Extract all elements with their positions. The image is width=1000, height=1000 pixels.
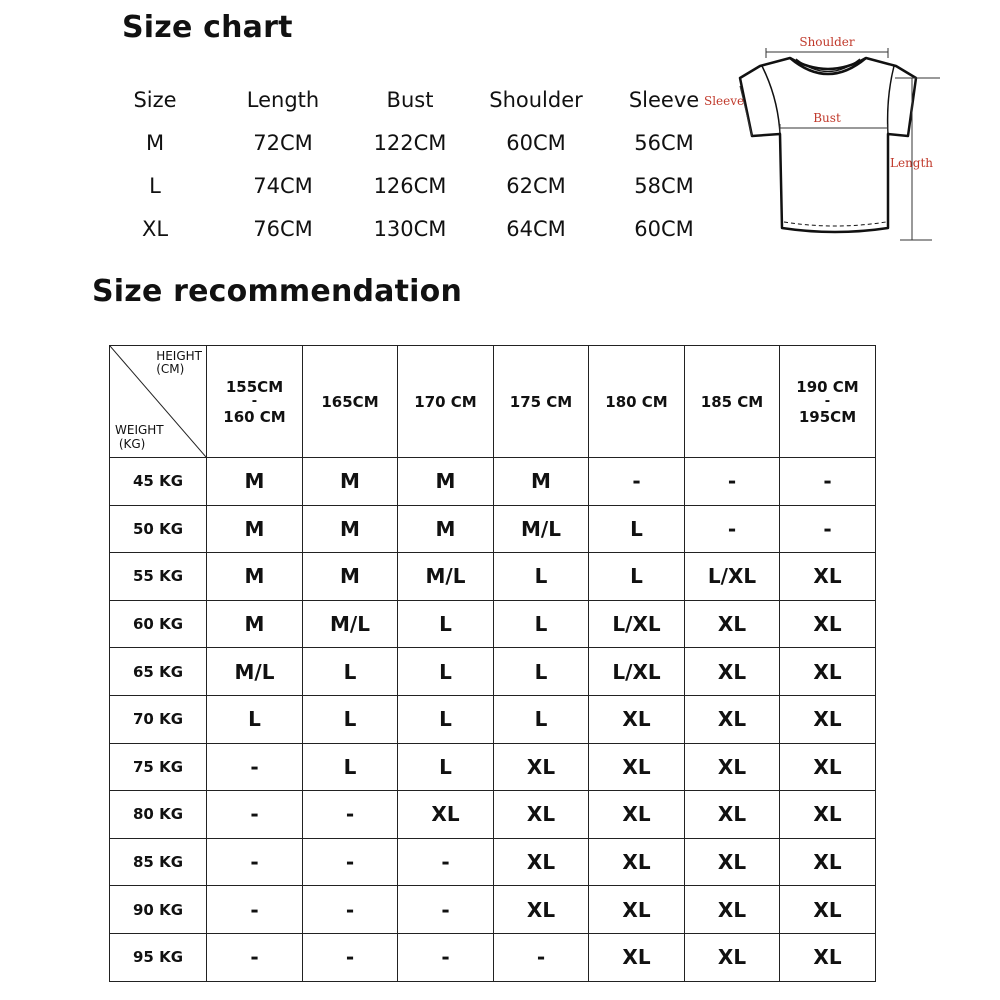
size-recommendation-cell: M/L (494, 505, 589, 553)
size-recommendation-cell: - (303, 791, 398, 839)
size-recommendation-cell: L/XL (589, 648, 685, 696)
size-chart-header: Shoulder (489, 88, 583, 112)
height-column-header (303, 346, 398, 458)
size-recommendation-cell: - (207, 933, 303, 981)
size-recommendation-cell: - (207, 791, 303, 839)
table-corner-cell (110, 346, 207, 458)
weight-axis-unit: (KG) (118, 437, 146, 451)
size-recommendation-cell: L (303, 743, 398, 791)
size-chart-cell: 60CM (634, 217, 694, 241)
size-recommendation-cell: XL (685, 743, 780, 791)
height-range-dash: - (824, 393, 831, 409)
size-chart-cell: 74CM (253, 174, 313, 198)
size-chart-cell: L (149, 174, 161, 198)
weight-label: 45 KG (110, 458, 207, 506)
size-recommendation-cell: XL (780, 791, 876, 839)
size-chart-title: Size chart (122, 10, 293, 45)
table-row (110, 933, 876, 981)
size-chart-cell: 122CM (373, 131, 447, 155)
height-column-header (494, 346, 589, 458)
height-label: 160 CM (223, 407, 286, 426)
size-recommendation-cell: M (207, 600, 303, 648)
size-chart-cell: 72CM (253, 131, 313, 155)
size-recommendation-cell: XL (685, 791, 780, 839)
size-recommendation-cell: L (398, 648, 494, 696)
size-chart-cell: M (145, 131, 165, 155)
size-recommendation-cell: - (780, 505, 876, 553)
size-recommendation-cell: - (589, 458, 685, 506)
weight-label: 90 KG (110, 886, 207, 934)
size-recommendation-cell: L (589, 505, 685, 553)
size-recommendation-cell: - (303, 838, 398, 886)
size-recommendation-cell: M (207, 553, 303, 601)
height-column-header (685, 346, 780, 458)
weight-label: 85 KG (110, 838, 207, 886)
size-recommendation-cell: L (207, 695, 303, 743)
size-recommendation-cell: L (303, 695, 398, 743)
table-row (110, 505, 876, 553)
weight-label: 60 KG (110, 600, 207, 648)
length-label: Length (890, 156, 934, 170)
size-recommendation-cell: XL (780, 838, 876, 886)
size-recommendation-cell: - (685, 458, 780, 506)
size-recommendation-cell: - (303, 886, 398, 934)
size-recommendation-cell: XL (780, 886, 876, 934)
size-recommendation-cell: L (398, 743, 494, 791)
size-recommendation-cell: M/L (398, 553, 494, 601)
size-recommendation-cell: XL (494, 886, 589, 934)
height-column-header (589, 346, 685, 458)
size-recommendation-cell: - (780, 458, 876, 506)
size-recommendation-cell: XL (589, 743, 685, 791)
tshirt-diagram-icon (700, 28, 950, 248)
size-chart-header: Size (133, 88, 177, 112)
sleeve-label: Sleeve (704, 94, 745, 108)
size-recommendation-cell: XL (589, 791, 685, 839)
size-recommendation-title: Size recommendation (92, 274, 463, 309)
height-column-header (780, 346, 876, 458)
size-recommendation-cell: XL (398, 791, 494, 839)
table-row (110, 838, 876, 886)
height-column-header (207, 346, 303, 458)
height-label: 180 CM (605, 392, 668, 411)
height-label: 195CM (798, 407, 857, 426)
size-recommendation-cell: - (494, 933, 589, 981)
size-recommendation-cell: M (207, 505, 303, 553)
size-recommendation-cell: - (207, 886, 303, 934)
size-recommendation-cell: XL (494, 838, 589, 886)
height-label: 155CM (225, 377, 284, 396)
size-recommendation-cell: - (207, 743, 303, 791)
size-recommendation-cell: XL (780, 648, 876, 696)
table-row (110, 553, 876, 601)
size-recommendation-cell: - (685, 505, 780, 553)
size-recommendation-cell: - (398, 838, 494, 886)
size-recommendation-cell: L (398, 695, 494, 743)
size-recommendation-cell: L (494, 553, 589, 601)
size-recommendation-cell: L (398, 600, 494, 648)
size-chart-header: Length (246, 88, 320, 112)
size-recommendation-cell: L/XL (685, 553, 780, 601)
size-recommendation-cell: XL (685, 886, 780, 934)
size-recommendation-cell: - (207, 838, 303, 886)
height-label: 165CM (321, 392, 379, 411)
size-recommendation-cell: XL (494, 791, 589, 839)
table-row (110, 791, 876, 839)
bust-label: Bust (813, 111, 841, 125)
size-recommendation-cell: L (494, 648, 589, 696)
size-recommendation-cell: XL (780, 743, 876, 791)
height-axis-unit: (CM) (156, 362, 185, 376)
size-recommendation-cell: L (494, 695, 589, 743)
weight-label: 70 KG (110, 695, 207, 743)
weight-label: 50 KG (110, 505, 207, 553)
size-chart-cell: 76CM (253, 217, 313, 241)
table-row (110, 886, 876, 934)
table-row (110, 743, 876, 791)
size-recommendation-cell: M (398, 458, 494, 506)
weight-label: 80 KG (110, 791, 207, 839)
size-recommendation-cell: XL (494, 743, 589, 791)
table-row (110, 695, 876, 743)
size-recommendation-cell: XL (780, 933, 876, 981)
size-recommendation-cell: XL (589, 838, 685, 886)
size-recommendation-cell: M (303, 458, 398, 506)
size-recommendation-cell: XL (685, 838, 780, 886)
size-recommendation-cell: XL (589, 933, 685, 981)
size-recommendation-cell: XL (685, 648, 780, 696)
table-row (110, 648, 876, 696)
size-recommendation-cell: XL (589, 695, 685, 743)
size-chart-cell: 126CM (373, 174, 447, 198)
size-recommendation-cell: M/L (207, 648, 303, 696)
size-recommendation-cell: M (398, 505, 494, 553)
size-chart-cell: 62CM (506, 174, 566, 198)
height-range-dash: - (251, 393, 258, 409)
size-chart-header: Sleeve (628, 88, 700, 112)
weight-label: 55 KG (110, 553, 207, 601)
size-recommendation-table (109, 345, 876, 982)
height-column-header (398, 346, 494, 458)
height-axis-label: HEIGHT (156, 349, 202, 363)
table-header-row (110, 346, 876, 458)
size-recommendation-cell: XL (780, 553, 876, 601)
size-recommendation-cell: M (494, 458, 589, 506)
table-row (110, 600, 876, 648)
weight-label: 75 KG (110, 743, 207, 791)
size-recommendation-cell: L (494, 600, 589, 648)
size-chart-cell: 56CM (634, 131, 694, 155)
table-row (110, 458, 876, 506)
size-recommendation-cell: L/XL (589, 600, 685, 648)
size-chart-cell: 64CM (506, 217, 566, 241)
weight-label: 65 KG (110, 648, 207, 696)
size-chart-cell: 130CM (373, 217, 447, 241)
size-recommendation-cell: - (398, 886, 494, 934)
size-recommendation-cell: XL (685, 933, 780, 981)
size-recommendation-cell: L (589, 553, 685, 601)
size-recommendation-cell: XL (780, 695, 876, 743)
size-recommendation-cell: M (303, 505, 398, 553)
size-recommendation-cell: XL (589, 886, 685, 934)
height-label: 185 CM (700, 392, 764, 411)
size-recommendation-cell: M (303, 553, 398, 601)
size-chart-header: Bust (386, 88, 434, 112)
size-recommendation-cell: L (303, 648, 398, 696)
shoulder-label: Shoulder (799, 35, 855, 49)
size-chart-cell: 58CM (634, 174, 694, 198)
size-chart-cell: 60CM (506, 131, 566, 155)
height-label: 170 CM (414, 392, 477, 411)
size-recommendation-cell: XL (685, 600, 780, 648)
weight-axis-label: WEIGHT (115, 423, 164, 437)
height-label: 190 CM (796, 377, 859, 396)
size-recommendation-cell: XL (685, 695, 780, 743)
height-label: 175 CM (509, 392, 573, 411)
table-body (110, 458, 876, 982)
size-recommendation-cell: M (207, 458, 303, 506)
size-recommendation-cell: - (303, 933, 398, 981)
weight-label: 95 KG (110, 933, 207, 981)
size-chart-cell: XL (141, 217, 169, 241)
size-recommendation-cell: M/L (303, 600, 398, 648)
size-recommendation-cell: XL (780, 600, 876, 648)
size-recommendation-cell: - (398, 933, 494, 981)
